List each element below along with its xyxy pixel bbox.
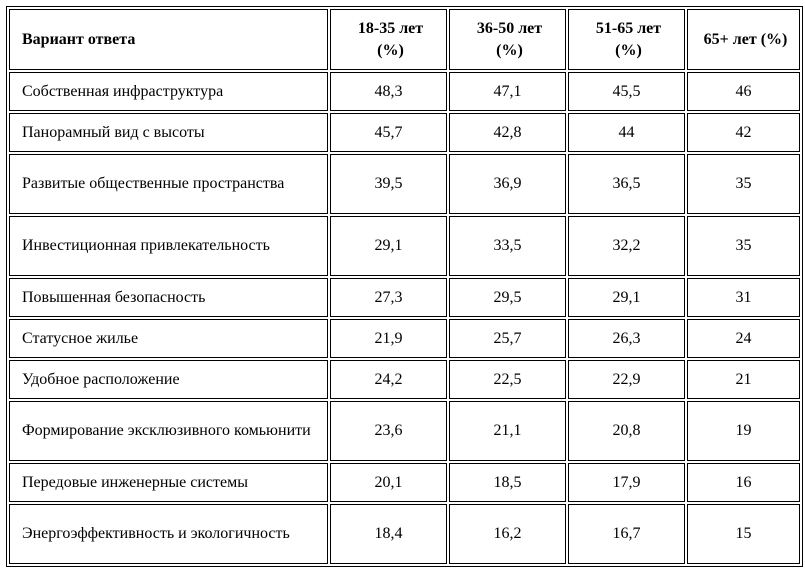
table-row xyxy=(9,278,800,317)
cell-value: 16 xyxy=(687,463,800,502)
table-row xyxy=(9,463,800,502)
cell-value: 21 xyxy=(687,360,800,399)
table-row xyxy=(9,319,800,358)
row-label: Панорамный вид с высоты xyxy=(9,113,328,152)
cell-value: 24,2 xyxy=(330,360,447,399)
row-label: Развитые общественные пространства xyxy=(9,154,328,214)
cell-value: 35 xyxy=(687,154,800,214)
cell-value: 26,3 xyxy=(568,319,685,358)
cell-value: 21,9 xyxy=(330,319,447,358)
cell-value: 29,1 xyxy=(330,216,447,276)
cell-value: 36,9 xyxy=(449,154,566,214)
row-label: Удобное расположение xyxy=(9,360,328,399)
cell-value: 24 xyxy=(687,319,800,358)
header-age-51-65: 51-65 лет (%) xyxy=(568,9,685,70)
cell-value: 32,2 xyxy=(568,216,685,276)
table-row xyxy=(9,154,800,214)
table-row xyxy=(9,72,800,111)
cell-value: 42,8 xyxy=(449,113,566,152)
cell-value: 19 xyxy=(687,401,800,461)
cell-value: 44 xyxy=(568,113,685,152)
cell-value: 46 xyxy=(687,72,800,111)
cell-value: 29,5 xyxy=(449,278,566,317)
cell-value: 39,5 xyxy=(330,154,447,214)
header-age-18-35: 18-35 лет (%) xyxy=(330,9,447,70)
cell-value: 20,8 xyxy=(568,401,685,461)
cell-value: 22,9 xyxy=(568,360,685,399)
header-answer-option: Вариант ответа xyxy=(9,9,328,70)
row-label: Повышенная безопасность xyxy=(9,278,328,317)
header-age-36-50: 36-50 лет (%) xyxy=(449,9,566,70)
cell-value: 33,5 xyxy=(449,216,566,276)
cell-value: 36,5 xyxy=(568,154,685,214)
survey-table xyxy=(6,6,803,567)
cell-value: 23,6 xyxy=(330,401,447,461)
cell-value: 48,3 xyxy=(330,72,447,111)
table-row xyxy=(9,216,800,276)
row-label: Энергоэффективность и экологичность xyxy=(9,504,328,564)
survey-table-container xyxy=(6,6,799,567)
cell-value: 21,1 xyxy=(449,401,566,461)
cell-value: 18,5 xyxy=(449,463,566,502)
cell-value: 29,1 xyxy=(568,278,685,317)
table-row xyxy=(9,401,800,461)
cell-value: 27,3 xyxy=(330,278,447,317)
cell-value: 22,5 xyxy=(449,360,566,399)
cell-value: 17,9 xyxy=(568,463,685,502)
table-row xyxy=(9,113,800,152)
row-label: Статусное жилье xyxy=(9,319,328,358)
cell-value: 47,1 xyxy=(449,72,566,111)
row-label: Собственная инфраструктура xyxy=(9,72,328,111)
cell-value: 45,7 xyxy=(330,113,447,152)
cell-value: 25,7 xyxy=(449,319,566,358)
cell-value: 16,7 xyxy=(568,504,685,564)
table-row xyxy=(9,504,800,564)
row-label: Инвестиционная привлекательность xyxy=(9,216,328,276)
cell-value: 15 xyxy=(687,504,800,564)
row-label: Формирование эксклюзивного комьюнити xyxy=(9,401,328,461)
cell-value: 31 xyxy=(687,278,800,317)
cell-value: 45,5 xyxy=(568,72,685,111)
cell-value: 42 xyxy=(687,113,800,152)
header-age-65-plus: 65+ лет (%) xyxy=(687,9,800,70)
header-row xyxy=(9,9,800,70)
table-row xyxy=(9,360,800,399)
cell-value: 16,2 xyxy=(449,504,566,564)
cell-value: 18,4 xyxy=(330,504,447,564)
cell-value: 35 xyxy=(687,216,800,276)
row-label: Передовые инженерные системы xyxy=(9,463,328,502)
cell-value: 20,1 xyxy=(330,463,447,502)
